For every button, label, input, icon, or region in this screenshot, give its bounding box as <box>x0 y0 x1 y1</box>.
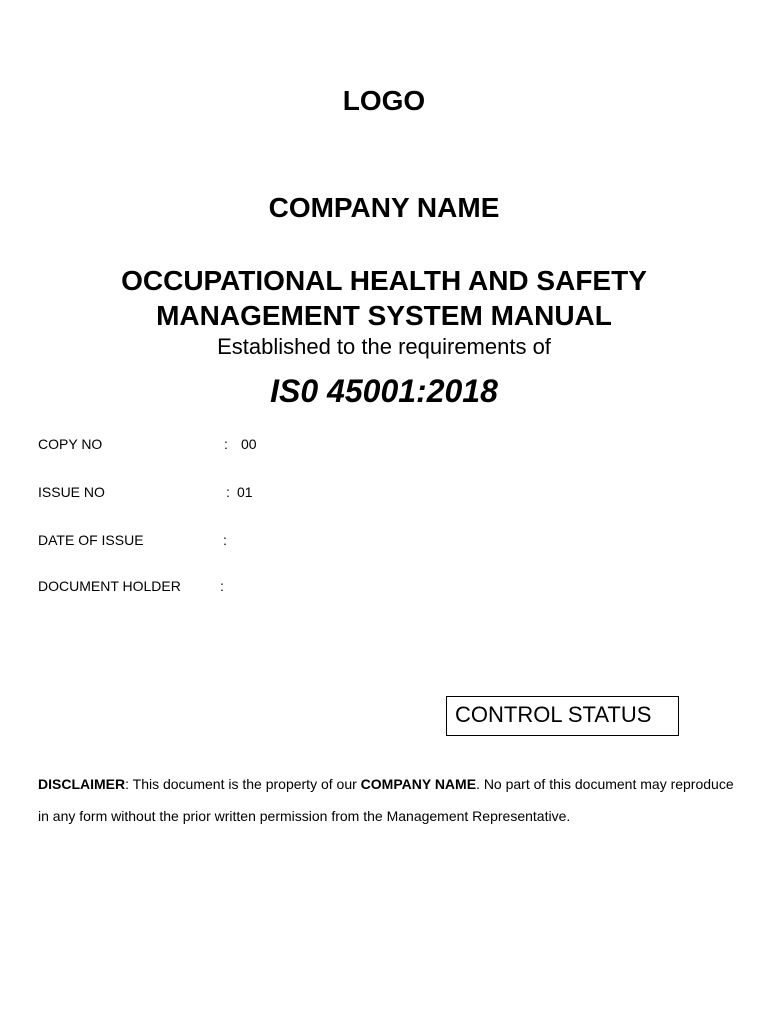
established-text: Established to the requirements of <box>217 334 551 359</box>
field-date-of-issue <box>38 530 738 550</box>
manual-title <box>0 263 768 333</box>
field-colon: : <box>220 578 224 594</box>
disclaimer-label: DISCLAIMER <box>38 776 126 792</box>
standard-reference: IS0 45001:2018 <box>270 373 498 409</box>
disclaimer-text-part1: : This document is the property of our <box>125 776 361 792</box>
field-value: 00 <box>241 436 257 452</box>
disclaimer-company-ref: COMPANY NAME <box>360 776 477 792</box>
field-label: DATE OF ISSUE <box>38 532 144 548</box>
field-colon: : <box>226 484 230 500</box>
field-label: DOCUMENT HOLDER <box>38 578 181 594</box>
control-status-box: CONTROL STATUS <box>446 696 679 736</box>
disclaimer-paragraph <box>38 768 738 832</box>
field-copy-no <box>38 434 738 454</box>
field-value: 01 <box>237 484 253 500</box>
manual-title-line-1: OCCUPATIONAL HEALTH AND SAFETY <box>121 265 647 296</box>
field-label: ISSUE NO <box>38 484 105 500</box>
field-document-holder <box>38 576 738 596</box>
field-label: COPY NO <box>38 436 103 452</box>
logo-placeholder: LOGO <box>342 85 426 116</box>
field-issue-no <box>38 482 738 502</box>
company-name: COMPANY NAME <box>268 192 500 223</box>
disclaimer-text-part2: . No part of this document may reproduce in any form without the prior written permission from the Management Representative. <box>38 776 734 824</box>
manual-title-line-2: MANAGEMENT SYSTEM MANUAL <box>156 300 612 331</box>
field-colon: : <box>223 532 227 548</box>
field-colon: : <box>224 436 228 452</box>
